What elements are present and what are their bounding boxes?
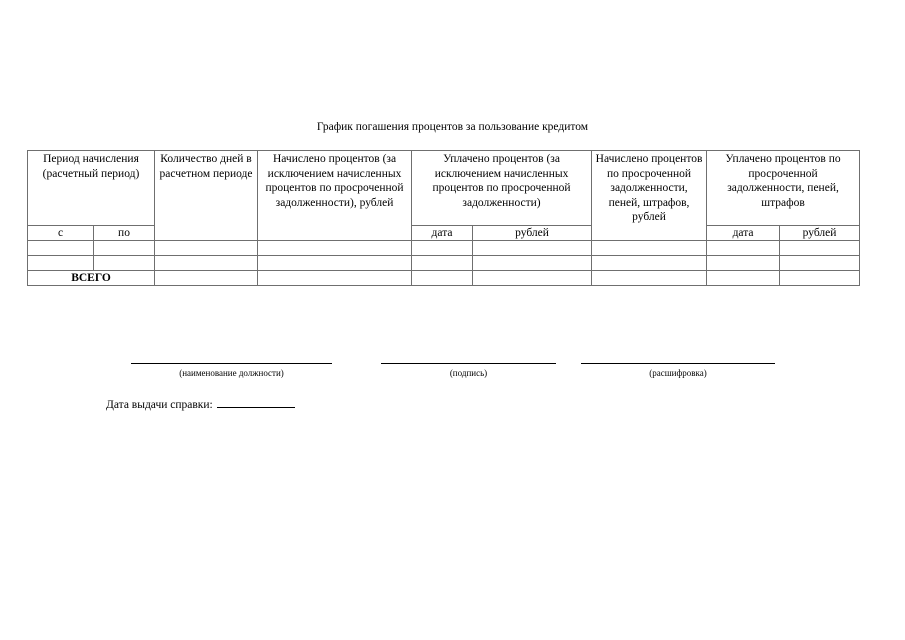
total-cell[interactable]: [473, 271, 592, 286]
header-paid-overdue: Уплачено процентов по просроченной задолженности, пеней, штрафов: [707, 151, 860, 226]
subheader-rubles: рублей: [473, 226, 592, 241]
header-days: Количество дней в расчетном периоде: [155, 151, 258, 241]
table-cell[interactable]: [707, 241, 780, 256]
table-cell[interactable]: [94, 256, 155, 271]
document-title: График погашения процентов за пользование кредитом: [316, 121, 589, 133]
interest-schedule-table: [27, 150, 860, 286]
header-period: Период начисления (расчетный период): [28, 151, 155, 226]
table-cell[interactable]: [707, 256, 780, 271]
table-cell[interactable]: [592, 256, 707, 271]
table-cell[interactable]: [258, 241, 412, 256]
subheader-date-overdue: дата: [707, 226, 780, 241]
subheader-date: дата: [412, 226, 473, 241]
subheader-to: по: [94, 226, 155, 241]
table-cell[interactable]: [780, 241, 860, 256]
table-cell[interactable]: [94, 241, 155, 256]
header-accrued-interest: Начислено процентов (за исключением начисленных процентов по просроченной задолженности), рублей: [258, 151, 412, 241]
table-cell[interactable]: [258, 256, 412, 271]
total-cell[interactable]: [412, 271, 473, 286]
signature-label: (подпись): [449, 368, 488, 378]
table-cell[interactable]: [780, 256, 860, 271]
total-cell[interactable]: [780, 271, 860, 286]
table-cell[interactable]: [28, 256, 94, 271]
table-cell[interactable]: [28, 241, 94, 256]
position-signature-line[interactable]: [131, 363, 332, 364]
table-cell[interactable]: [412, 256, 473, 271]
table-cell[interactable]: [473, 256, 592, 271]
total-cell[interactable]: [707, 271, 780, 286]
decoding-label: (расшифровка): [649, 368, 707, 378]
issue-date-field[interactable]: [217, 396, 295, 408]
total-cell[interactable]: [155, 271, 258, 286]
table-cell[interactable]: [155, 256, 258, 271]
table-cell[interactable]: [592, 241, 707, 256]
total-label: ВСЕГО: [28, 271, 155, 286]
subheader-from: с: [28, 226, 94, 241]
table-cell[interactable]: [473, 241, 592, 256]
position-label: (наименование должности): [179, 368, 284, 378]
signature-line[interactable]: [381, 363, 556, 364]
table-row: [28, 256, 860, 271]
subheader-rubles-overdue: рублей: [780, 226, 860, 241]
table-row: [28, 241, 860, 256]
total-cell[interactable]: [592, 271, 707, 286]
table-cell[interactable]: [412, 241, 473, 256]
total-row: [28, 271, 860, 286]
table-cell[interactable]: [155, 241, 258, 256]
total-cell[interactable]: [258, 271, 412, 286]
header-paid-interest: Уплачено процентов (за исключением начисленных процентов по просроченной задолженности): [412, 151, 592, 226]
subheader-row: [28, 226, 860, 241]
header-accrued-overdue: Начислено процентов по просроченной задолженности, пеней, штрафов, рублей: [592, 151, 707, 241]
header-row: [28, 151, 860, 226]
issue-date-label: Дата выдачи справки:: [106, 399, 213, 411]
decoding-signature-line[interactable]: [581, 363, 775, 364]
issue-date-row: [106, 396, 295, 411]
